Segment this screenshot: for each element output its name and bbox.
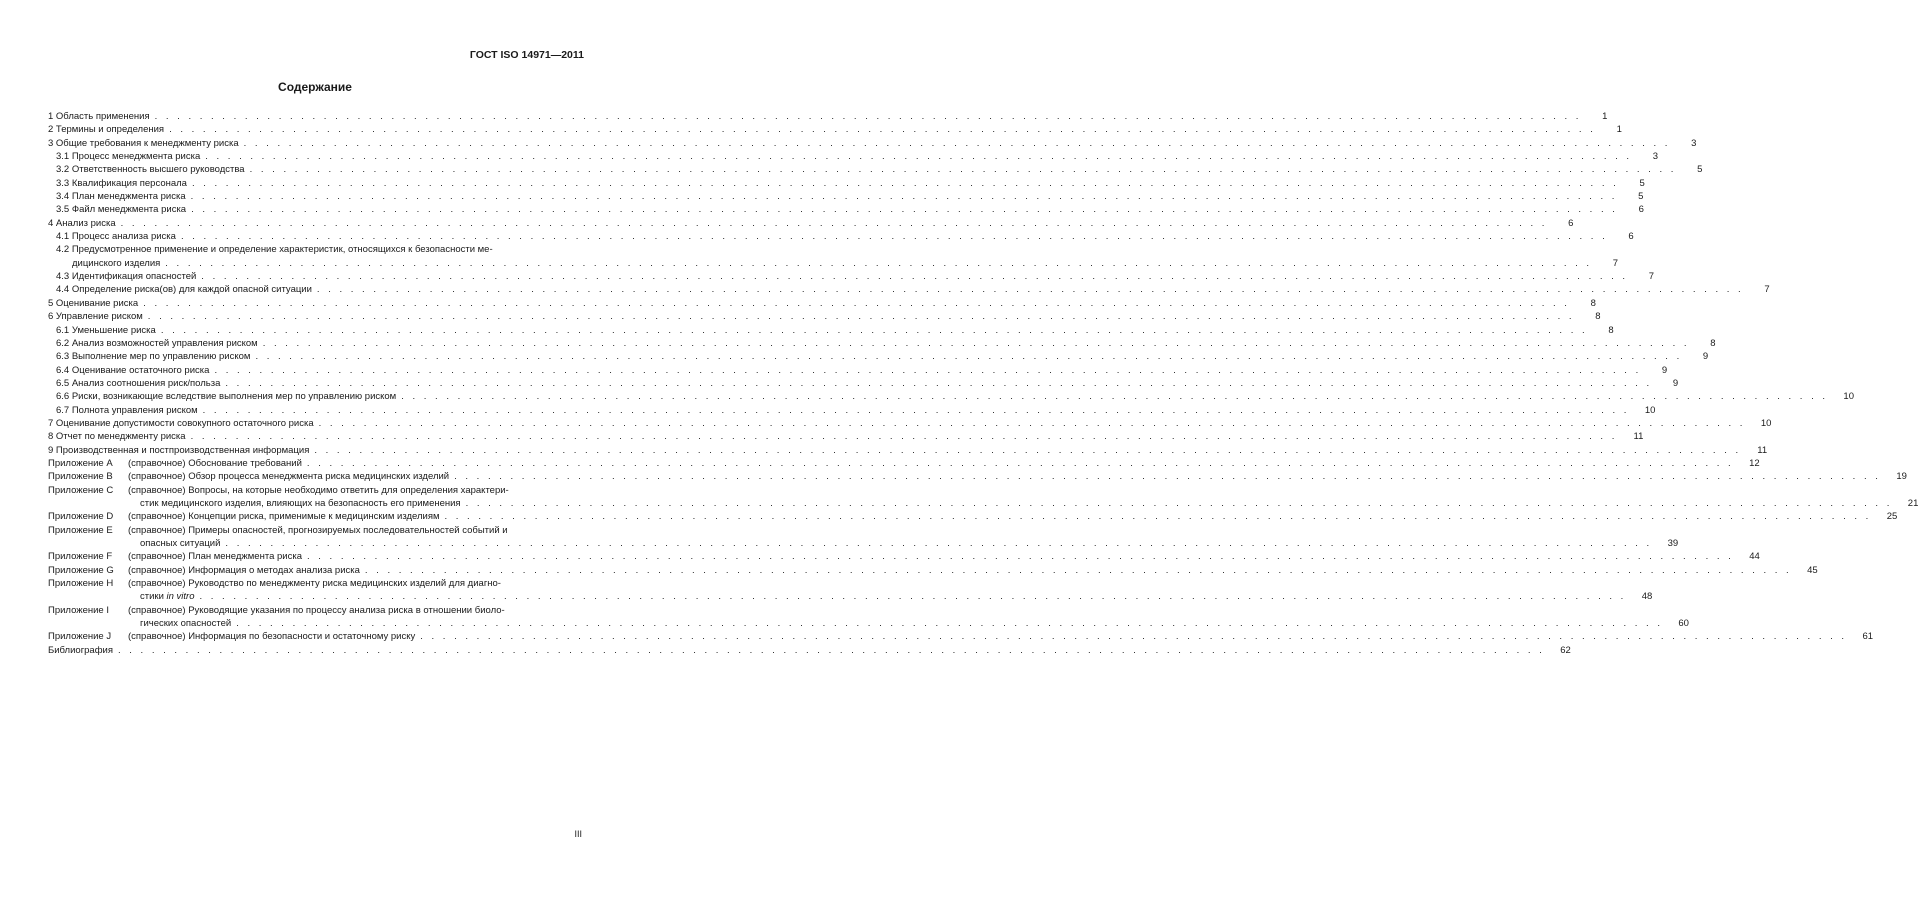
leader-dots	[181, 230, 1608, 243]
toc-appendix-entry[interactable]	[48, 470, 1907, 483]
toc-entry-page: 61	[1862, 631, 1874, 643]
toc-entry[interactable]	[48, 177, 1645, 190]
toc-appendix-entry[interactable]	[48, 564, 1818, 577]
toc-entry-label: 7 Оценивание допустимости совокупного остаточного риска	[48, 417, 314, 429]
toc-entry[interactable]	[48, 150, 1659, 163]
leader-dots	[203, 404, 1630, 417]
leader-dots	[314, 444, 1741, 457]
leader-dots	[244, 137, 1671, 150]
toc-entry-label: 6 Управление риском	[48, 311, 143, 323]
toc-appendix-entry[interactable]	[48, 550, 1760, 563]
toc-entry-page: 11	[1633, 431, 1644, 443]
toc-entry-label: 4.4 Определение риска(ов) для каждой опасной ситуации	[56, 284, 312, 296]
toc-entry-label: (справочное) Обоснование требований	[128, 457, 302, 469]
toc-entry-label: стики in vitro	[140, 591, 195, 603]
leader-dots	[201, 270, 1628, 283]
toc-entry[interactable]	[48, 377, 1679, 390]
appendix-key: Приложение I	[48, 604, 109, 616]
toc-entry-page: 6	[1628, 231, 1634, 243]
leader-dots	[169, 123, 1596, 136]
leader-dots	[191, 203, 1618, 216]
toc-entry-label: 6.1 Уменьшение риска	[56, 324, 156, 336]
toc-entry-page: 8	[1710, 337, 1716, 349]
appendix-key: Приложение Н	[48, 578, 114, 590]
leader-dots	[445, 510, 1872, 523]
toc-entry-label: 3.4 План менеджмента риска	[56, 191, 186, 203]
toc-entry[interactable]	[48, 163, 1703, 176]
toc-entry-page: 6	[1568, 217, 1574, 229]
toc-entry-page: 1	[1602, 111, 1608, 122]
page-title: Содержание	[278, 80, 352, 94]
toc-entry-page: 6	[1638, 204, 1644, 216]
toc-entry-label: 2 Термины и определения	[48, 124, 165, 136]
toc-entry-label: дицинского изделия	[72, 257, 161, 269]
leader-dots	[365, 564, 1792, 577]
toc-entry[interactable]	[48, 364, 1668, 377]
toc-entry-page: 7	[1764, 284, 1770, 296]
leader-dots	[165, 257, 1592, 270]
toc-entry-label: (справочное) Вопросы, на которые необходимо ответить для определения характери-	[128, 484, 509, 496]
toc-entry-page: 10	[1843, 391, 1854, 403]
leader-dots	[118, 644, 1545, 657]
toc-entry[interactable]	[48, 203, 1644, 216]
toc-appendix-entry[interactable]	[48, 510, 1898, 523]
toc-entry-label: 6.4 Оценивание остаточного риска	[56, 364, 210, 376]
toc-entry-page: 60	[1678, 618, 1689, 630]
appendix-key: Приложение J	[48, 631, 112, 643]
toc-entry[interactable]	[48, 430, 1644, 443]
toc-entry-label: гических опасностей	[140, 618, 232, 630]
toc-entry-label: (справочное) Информация о методах анализа риска	[128, 564, 360, 576]
toc-appendix-entry[interactable]	[48, 524, 584, 537]
leader-dots	[225, 377, 1652, 390]
toc-entry[interactable]	[48, 217, 1574, 230]
appendix-key: Приложение Е	[48, 524, 113, 536]
leader-dots	[454, 470, 1881, 483]
leader-dots	[121, 217, 1548, 230]
toc-entry-page: 39	[1667, 538, 1679, 549]
toc-entry-page: 9	[1661, 364, 1668, 376]
toc-entry[interactable]	[48, 404, 1656, 417]
toc-entry[interactable]	[48, 310, 1601, 323]
standard-designation: ГОСТ ISO 14971—2011	[469, 49, 584, 61]
leader-dots	[263, 337, 1690, 350]
toc-entry-page: 11	[1757, 444, 1768, 456]
toc-entry[interactable]	[48, 350, 1709, 363]
toc-entry-label: 9 Производственная и постпроизводственная информация	[48, 444, 310, 456]
toc-appendix-entry[interactable]	[48, 577, 584, 590]
toc-appendix-entry[interactable]	[48, 604, 584, 617]
toc-entry-label: 3.1 Процесс менеджмента риска	[56, 151, 201, 163]
appendix-key: Приложение F	[48, 551, 113, 563]
leader-dots	[191, 190, 1618, 203]
toc-entry-page: 5	[1638, 191, 1644, 203]
leader-dots	[191, 430, 1618, 443]
toc-entry-page: 5	[1697, 164, 1703, 176]
appendix-key: Приложение G	[48, 564, 114, 576]
toc-entry-page: 1	[1616, 124, 1622, 136]
toc-entry-label: 4 Анализ риска	[48, 217, 116, 229]
toc-entry-page: 7	[1612, 257, 1619, 269]
toc-entry-page: 8	[1608, 324, 1614, 336]
leader-dots	[161, 324, 1588, 337]
leader-dots	[200, 590, 1627, 603]
leader-dots	[205, 150, 1632, 163]
toc-entry-continuation[interactable]	[48, 257, 1619, 270]
toc-entry-label: (справочное) Примеры опасностей, прогнозируемых последовательностей событий и	[128, 524, 508, 536]
leader-dots	[255, 350, 1682, 363]
leader-dots	[307, 550, 1734, 563]
toc-entry[interactable]	[48, 444, 1768, 457]
toc-entry-page: 48	[1641, 591, 1653, 603]
appendix-key: Приложение В	[48, 471, 113, 483]
toc-entry-label: опасных ситуаций	[140, 538, 221, 549]
toc-entry-label: 4.3 Идентификация опасностей	[56, 271, 197, 283]
toc-entry-page: 25	[1886, 511, 1898, 523]
leader-dots	[319, 417, 1746, 430]
toc-entry-page: 3	[1652, 151, 1659, 163]
toc-entry[interactable]	[48, 324, 1614, 337]
toc-entry-label: (справочное) План менеджмента риска	[128, 551, 302, 563]
toc-entry-page: 8	[1595, 311, 1601, 323]
toc-entry-page: 7	[1648, 271, 1655, 283]
leader-dots	[401, 390, 1828, 403]
toc-entry-continuation[interactable]	[48, 590, 1653, 603]
appendix-key: Приложение D	[48, 511, 114, 523]
toc-appendix-entry[interactable]	[48, 457, 1760, 470]
toc-entry-label: 1 Область применения	[48, 111, 150, 122]
toc-entry-page: 62	[1560, 644, 1571, 656]
toc-entry-page: 44	[1749, 551, 1760, 563]
toc-entry-page: 9	[1672, 377, 1679, 389]
toc-entry-page: 21	[1907, 497, 1918, 509]
leader-dots	[250, 163, 1677, 176]
toc-entry-page: 10	[1644, 404, 1656, 416]
toc-entry[interactable]	[48, 283, 1770, 296]
toc-entry-label: 6.2 Анализ возможностей управления риском	[56, 337, 258, 349]
toc-entry-label: 6.6 Риски, возникающие вследствие выполнения мер по управлению риском	[56, 391, 397, 403]
toc-entry-label: (справочное) Концепции риска, применимые к медицинским изделиям	[128, 511, 440, 523]
toc-entry-page: 8	[1590, 297, 1596, 309]
toc-entry-label: 6.3 Выполнение мер по управлению риском	[56, 351, 251, 363]
toc-entry[interactable]	[48, 390, 1854, 403]
toc-entry-label: 5 Оценивание риска	[48, 297, 139, 309]
leader-dots	[236, 617, 1663, 630]
toc-entry-label: 4.1 Процесс анализа риска	[56, 231, 176, 243]
toc-entry-page: 45	[1807, 564, 1818, 576]
toc-entry-label: стик медицинского изделия, влияющих на безопасность его применения	[140, 497, 461, 509]
leader-dots	[225, 537, 1652, 550]
toc-entry[interactable]	[48, 137, 1697, 150]
toc-entry[interactable]	[48, 230, 1634, 243]
toc-appendix-entry[interactable]	[48, 484, 584, 497]
leader-dots	[466, 497, 1893, 510]
toc-entry-label: 3.3 Квалификация персонала	[56, 177, 187, 189]
toc-entry-label: 3.5 Файл менеджмента риска	[56, 204, 187, 216]
toc-entry[interactable]	[48, 270, 1655, 283]
leader-dots	[214, 364, 1641, 377]
toc-entry-page: 3	[1691, 137, 1697, 149]
toc-entry[interactable]	[48, 110, 1608, 123]
toc-entry[interactable]	[48, 243, 584, 256]
toc-entry-label: (справочное) Обзор процесса менеджмента риска медицинских изделий	[128, 471, 450, 483]
toc-entry-label: (справочное) Информация по безопасности и остаточному риску	[128, 631, 416, 643]
toc-entry-label: 3.2 Ответственность высшего руководства	[56, 164, 245, 176]
toc-entry-page: 19	[1896, 471, 1907, 483]
toc-entry[interactable]	[48, 190, 1644, 203]
toc-entry-page: 10	[1760, 417, 1772, 429]
toc-entry-label: 8 Отчет по менеджменту риска	[48, 431, 186, 443]
toc-entry[interactable]	[48, 644, 1571, 657]
leader-dots	[307, 457, 1734, 470]
toc-appendix-entry[interactable]	[48, 630, 1874, 643]
leader-dots	[192, 177, 1619, 190]
toc-entry[interactable]	[48, 123, 1622, 136]
toc-entry-label: 3 Общие требования к менеджменту риска	[48, 137, 239, 149]
table-of-contents	[48, 110, 1918, 657]
toc-entry-label: (справочное) Руководящие указания по процессу анализа риска в отношении биоло-	[128, 604, 505, 616]
toc-entry-page: 12	[1749, 457, 1760, 469]
toc-entry[interactable]	[48, 337, 1716, 350]
toc-entry-label: 6.7 Полнота управления риском	[56, 404, 198, 416]
toc-entry[interactable]	[48, 297, 1596, 310]
leader-dots	[317, 283, 1744, 296]
toc-entry-page: 5	[1639, 177, 1645, 189]
leader-dots	[420, 630, 1847, 643]
page-number: III	[574, 829, 582, 839]
toc-entry-label: (справочное) Руководство по менеджменту риска медицинских изделий для диагно-	[128, 578, 501, 590]
toc-entry-continuation[interactable]	[48, 617, 1689, 630]
toc-entry-page: 9	[1702, 351, 1709, 363]
appendix-key: Приложение А	[48, 457, 113, 469]
leader-dots	[143, 297, 1570, 310]
leader-dots	[155, 110, 1582, 123]
leader-dots	[148, 310, 1575, 323]
toc-entry-continuation[interactable]	[48, 537, 1679, 550]
toc-entry[interactable]	[48, 417, 1772, 430]
toc-entry-label: 6.5 Анализ соотношения риск/польза	[56, 377, 221, 389]
toc-entry-continuation[interactable]	[48, 497, 1918, 510]
toc-entry-label: 4.2 Предусмотренное применение и определение характеристик, относящихся к безопасности ме-	[56, 244, 493, 256]
toc-entry-label: Библиография	[48, 644, 113, 656]
appendix-key: Приложение С	[48, 484, 114, 496]
